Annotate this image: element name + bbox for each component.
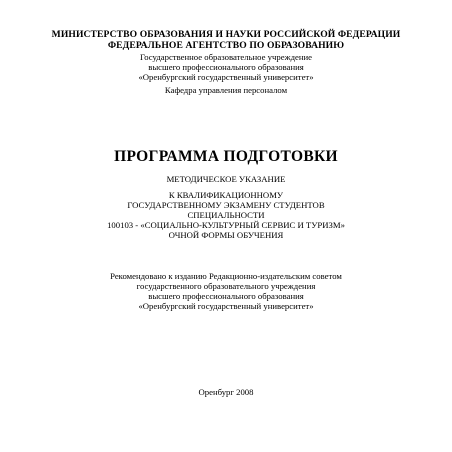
institution-line: «Оренбургский государственный университет»	[138, 72, 314, 82]
institution-line: Государственное образовательное учреждение	[139, 52, 313, 62]
city-year: Оренбург 2008	[198, 387, 254, 397]
description-line: СПЕЦИАЛЬНОСТИ	[187, 210, 265, 220]
recommendation-line: Рекомендовано к изданию Редакционно-издательским советом	[110, 271, 342, 281]
ministry-name: МИНИСТЕРСТВО ОБРАЗОВАНИЯ И НАУКИ РОССИЙСКОЙ ФЕДЕРАЦИИ	[51, 29, 401, 40]
description-line: ОЧНОЙ ФОРМЫ ОБУЧЕНИЯ	[168, 230, 284, 240]
agency-name: ФЕДЕРАЛЬНОЕ АГЕНТСТВО ПО ОБРАЗОВАНИЮ	[107, 40, 345, 51]
description-line: ГОСУДАРСТВЕННОМУ ЭКЗАМЕНУ СТУДЕНТОВ	[127, 200, 325, 210]
document-subtitle: МЕТОДИЧЕСКОЕ УКАЗАНИЕ	[166, 174, 286, 184]
recommendation-line: «Оренбургский государственный университет»	[138, 301, 314, 311]
recommendation-line: высшего профессионального образования	[148, 291, 304, 301]
institution-line: высшего профессионального образования	[148, 62, 304, 72]
document-title: ПРОГРАММА ПОДГОТОВКИ	[114, 148, 338, 165]
department-name: Кафедра управления персоналом	[164, 85, 288, 95]
description-line: К КВАЛИФИКАЦИОННОМУ	[168, 190, 284, 200]
recommendation-line: государственного образовательного учреждения	[136, 281, 316, 291]
description-line: 100103 - «СОЦИАЛЬНО-КУЛЬТУРНЫЙ СЕРВИС И ТУРИЗМ»	[107, 220, 345, 230]
